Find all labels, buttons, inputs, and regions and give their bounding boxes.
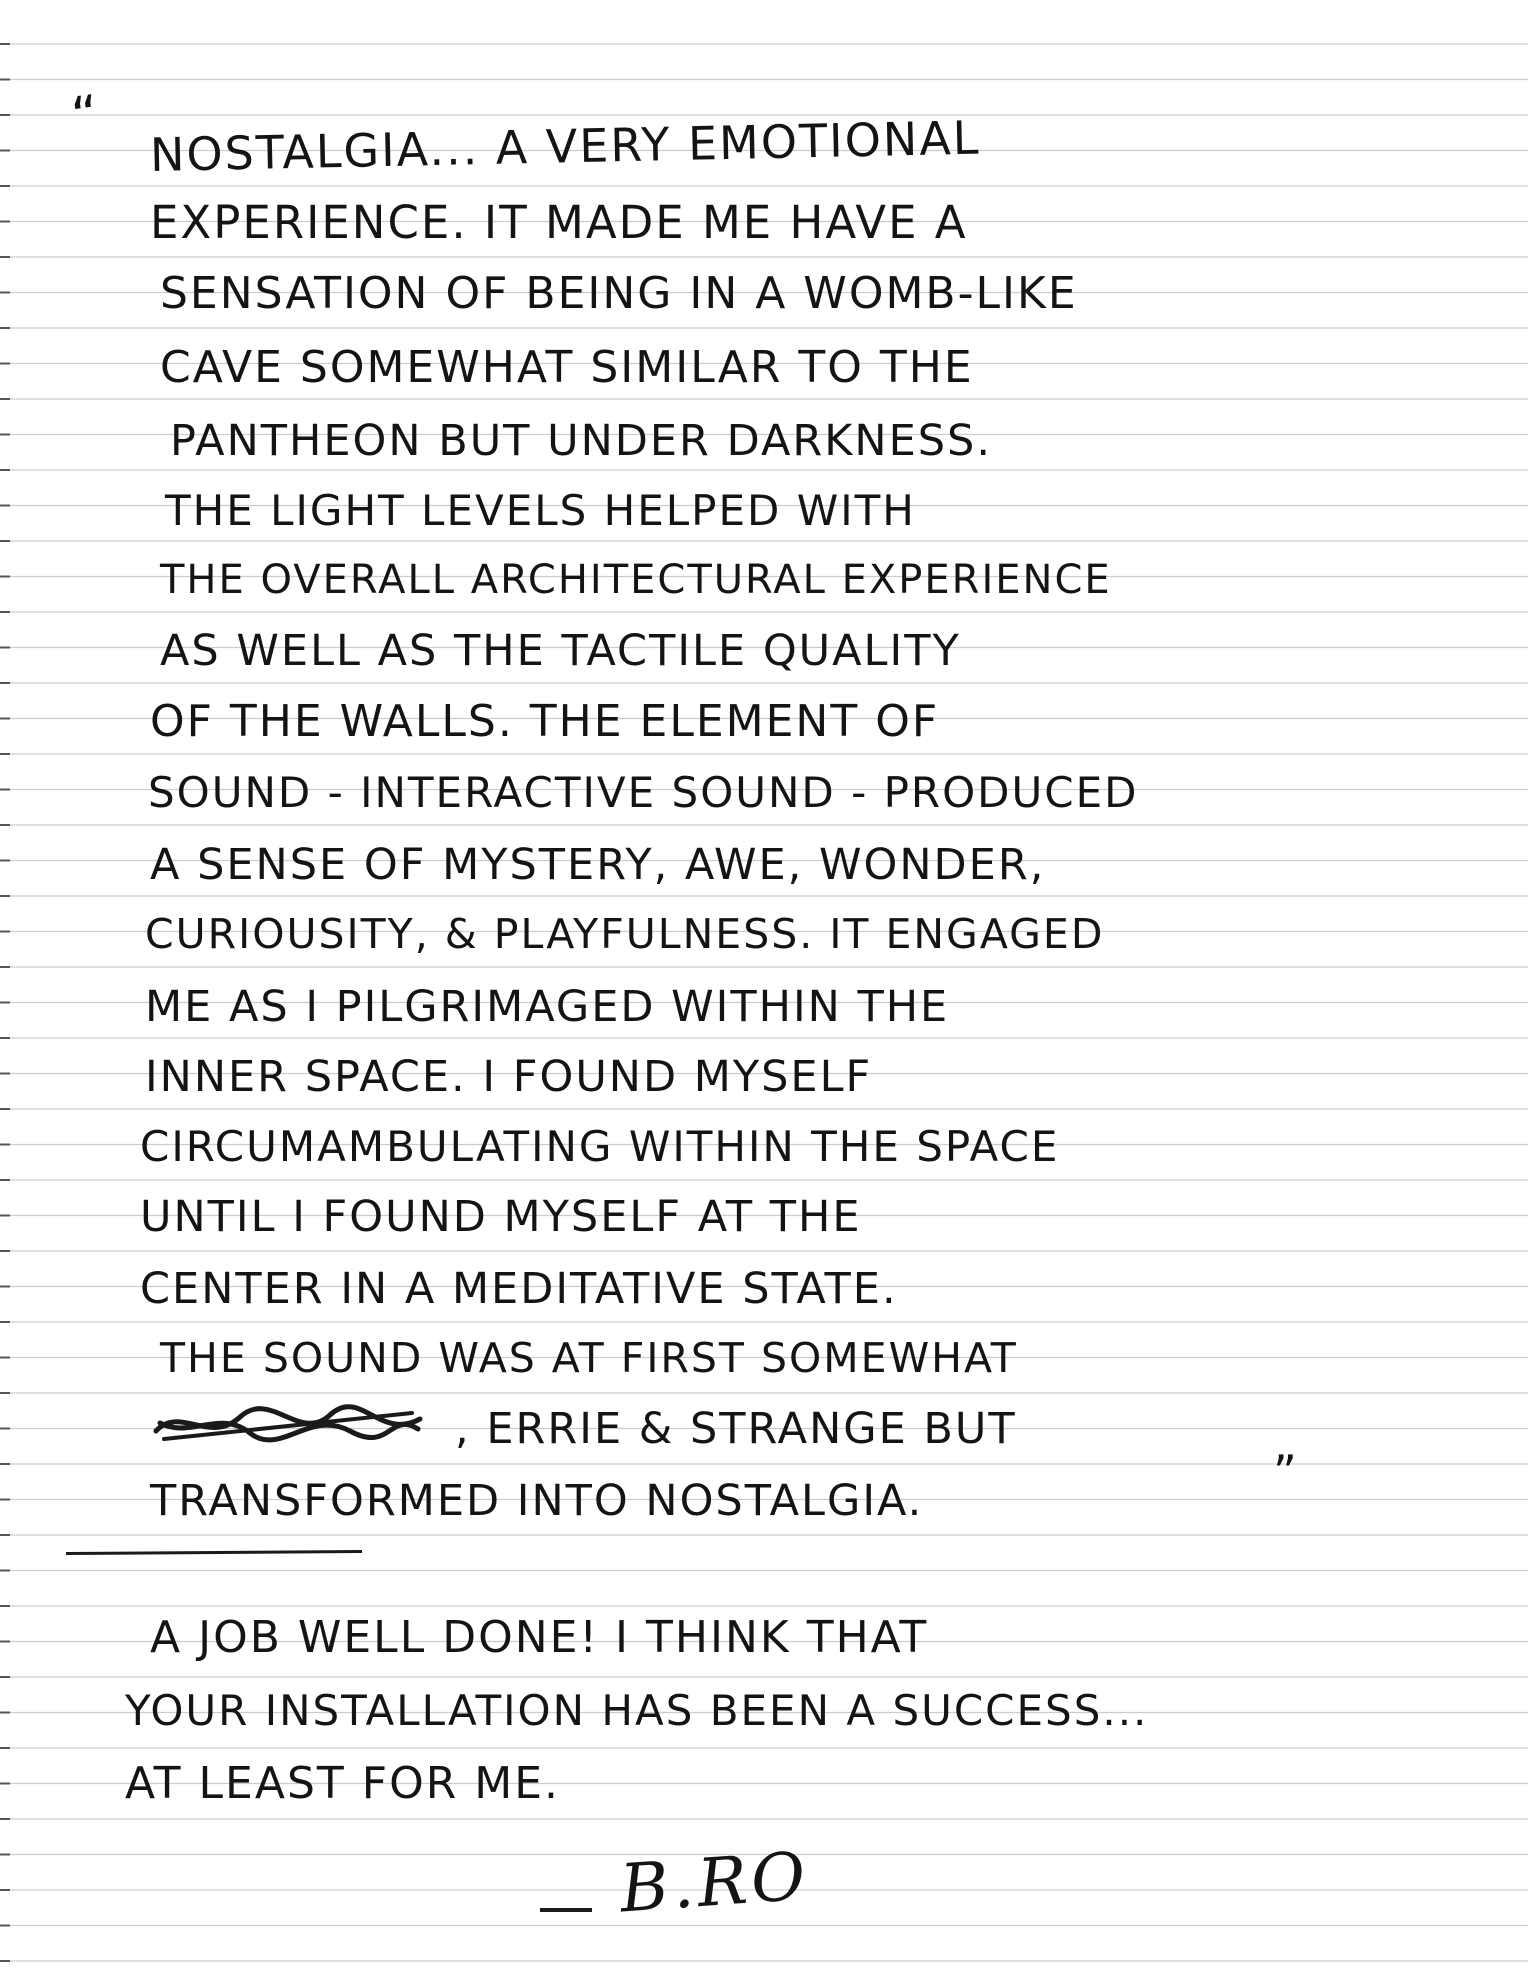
note-line-11: A SENSE OF MYSTERY, AWE, WONDER, [150,840,1046,890]
note-line-9: OF THE WALLS. THE ELEMENT OF [150,696,940,747]
signature: B.RO [617,1837,812,1928]
note-line-4: CAVE SOMEWHAT SIMILAR TO THE [160,342,974,393]
note-line-7: THE OVERALL ARCHITECTURAL EXPERIENCE [160,557,1112,603]
crossed-out-word-scribble [150,1395,470,1455]
note-line-15: CIRCUMAMBULATING WITHIN THE SPACE [140,1122,1060,1171]
closing-quote-mark: ” [1273,1445,1297,1499]
note-line-6: THE LIGHT LEVELS HELPED WITH [165,486,916,535]
note-line-10: SOUND - INTERACTIVE SOUND - PRODUCED [148,768,1139,817]
note-line-8: AS WELL AS THE TACTILE QUALITY [160,626,961,676]
note-line-2: EXPERIENCE. IT MADE ME HAVE A [150,196,968,249]
note-line-1: NOSTALGIA... A VERY EMOTIONAL [149,110,981,182]
note-line-16: UNTIL I FOUND MYSELF AT THE [140,1192,862,1242]
note-line-12: CURIOUSITY, & PLAYFULNESS. IT ENGAGED [145,910,1105,958]
closing-line-2: YOUR INSTALLATION HAS BEEN A SUCCESS... [125,1686,1149,1735]
note-line-20: TRANSFORMED INTO NOSTALGIA. [150,1476,924,1526]
note-line-19: , ERRIE & STRANGE BUT [455,1404,1017,1454]
note-line-5: PANTHEON BUT UNDER DARKNESS. [170,416,993,466]
closing-line-1: A JOB WELL DONE! I THINK THAT [150,1612,929,1663]
opening-quote-mark: “ [67,84,103,148]
note-line-18: THE SOUND WAS AT FIRST SOMEWHAT [160,1334,1018,1382]
closing-line-3: AT LEAST FOR ME. [125,1758,561,1809]
note-line-3: SENSATION OF BEING IN A WOMB-LIKE [160,268,1078,319]
note-line-13: ME AS I PILGRIMAGED WITHIN THE [145,982,950,1032]
signature-dash [540,1908,592,1912]
note-line-17: CENTER IN A MEDITATIVE STATE. [140,1264,898,1314]
note-line-14: INNER SPACE. I FOUND MYSELF [145,1052,873,1102]
